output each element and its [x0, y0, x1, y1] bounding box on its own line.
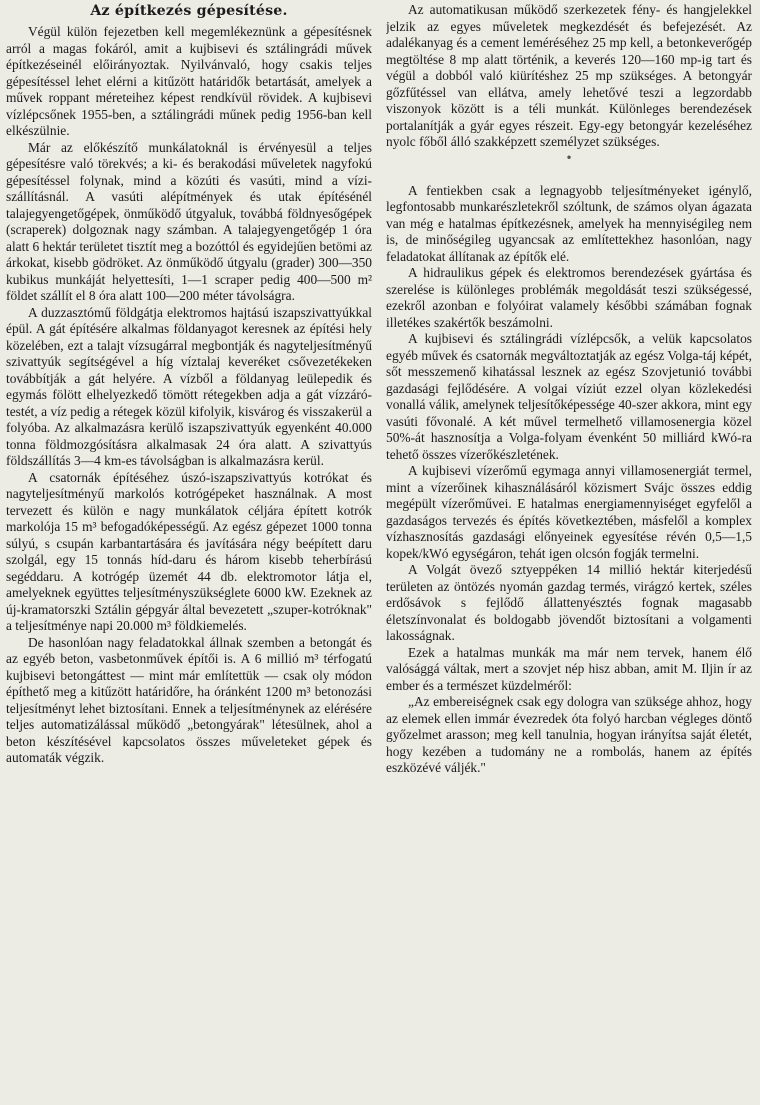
right-column [386, 2, 752, 1105]
paragraph: A kujbisevi vízerőmű egymaga annyi villamosenergiát termel, mint a vízerőinek kihasználásáról közismert Svájc összes eddig megépült vízerőművei. E hatalmas energiamennyiséget egyfelől a gazdaságos tervezés és építés következtében, másfelől a komplex vízhasznosítás gazdasági előnyeinek egyesítése révén 0,5—1,5 kopek/kWó egységáron, tehát igen olcsón fogják termelni. [386, 463, 752, 561]
left-column [6, 2, 372, 1105]
paragraph: A hidraulikus gépek és elektromos berendezések gyártása és szerelése is különleges problémák megoldását teszi szükségessé, ezekről azonban e folyóirat valamely későbbi számában fognak illetékes szakértők beszámolni. [386, 265, 752, 330]
article-title: Az építkezés gépesítése. [90, 3, 288, 19]
section-divider: • [565, 150, 573, 165]
paragraph: A duzzasztómű földgátja elektromos hajtású iszapszivattyúkkal épül. A gát építésére alkalmas földanyagot keresnek az építési hely közelében, ezt a talajt vízsugárral megbontják és nagyteljesítményű szivattyúk segítségével a híg víztalaj keveréket csővezetékeken továbbítják a gát helyére. A vízből a földanyag leülepedik és egymás fölött elhelyezkedő tömött rétegekben adja a gát vízzáró-testét, a víz pedig a rétegek közül kifolyik, kisvárog és visszakerül a folyóba. Az alkalmazásra kerülő iszapszivattyúk egyenként 40.000 tonna földmozgósításra alkalmasak 24 óra alatt. A szivattyús földszállítás 3—4 km-es távolságban is alkalmazásra kerül. [6, 304, 372, 468]
quote-paragraph: „Az embereiségnek csak egy dologra van szüksége ahhoz, hogy az elemek ellen immár évezredek óta folyó harcban végleges döntő győzelmet arasson; meg kell tanulnia, hogyan irányítsa saját életét, hogy kezében a tudomány ne a rombolás, hanem az építés eszközévé váljék." [386, 694, 752, 775]
paragraph: A csatornák építéséhez úszó-iszapszivattyús kotrókat és nagyteljesítményű markolós kotrógépeket használnak. A most tervezett és külön e nagy munkálatok céljára épített kotrók markolója 15 m³ befogadóképességű. Az egész gépezet 1000 tonna súlyú, s csupán karbantartására és javítására négy beépített daru szolgál, egy 15 tonnás híd-daru és három kisebb teherbírású segéddaru. A kotrógép üzemét 44 db. elektromotor látja el, amelyeknek együttes teljesítményszükséglete 6000 kW. Ezeknek az új-kramatorszki Sztálin gépgyár által bevezetett „szuper-kotróknak" a teljesítménye napi 20.000 m³ földkiemelés. [6, 469, 372, 633]
paragraph: A Volgát övező sztyeppéken 14 millió hektár kiterjedésű területen az öntözés nyomán gazdag termés, virágzó kertek, széles erdősávok s fejlődő állattenyésztés fognak magasabb életszínvonalat és boldogabb jövendőt biztosítani a volgamenti lakosságnak. [386, 562, 752, 643]
paragraph: A fentiekben csak a legnagyobb teljesítményeket igénylő, legfontosabb munkarészletekről szóltunk, de számos olyan ágazata van még e hatalmas építkezésnek, amelyek ha mennyiségileg nem is, de minőségileg ugyancsak az említettekhez hasonlóan, nagy feladatokat állítanak az építők elé. [386, 182, 752, 264]
paragraph: De hasonlóan nagy feladatokkal állnak szemben a betongát és az egyéb beton, vasbetonművek építői is. A 6 millió m³ térfogatú kujbisevi betongáttest — mint már említettük — csak oly módon építhető meg a kitűzött határidőre, ha óránként 1200 m³ betonozási teljesítményt lehet biztosítani. Ennek a teljesítménynek az elérésére teljes automatizálással működő „betongyárak" létesülnek, ahol a beton készítésével kapcsolatos összes műveleteket gépek és automaták végzik. [6, 634, 372, 765]
paragraph: Ezek a hatalmas munkák ma már nem tervek, hanem élő valósággá váltak, mert a szovjet nép hisz abban, amit M. Iljin ír az ember és a természet küzdelméről: [386, 644, 752, 693]
paragraph: Már az előkészítő munkálatoknál is érvényesül a teljes gépesítésre való törekvés; a ki- és berakodási műveletek nagyfokú gépesítéssel folynak, mind a közúti és vasúti, mind a vízi-szállításnál. A vasúti alépítmények és utak építésénél talajegyengetőgépek, önműködő útgyaluk, továbbá földnyesőgépek (scraperek) dolgoznak nagy számban. A talajegyengetőgép 1 óra alatt 6 hektár területet tisztít meg a bozóttól és egyidejűen betömi az árkokat, kisebb gödröket. Az önműködő útgyalu (grader) 300—350 kubikus munkáját helyettesíti, 1—1 scraper pedig 400—500 m² földet szállít el 8 óra alatt 100—200 méter távolságra. [6, 139, 372, 303]
paragraph: A kujbisevi és sztálingrádi vízlépcsők, a velük kapcsolatos egyéb művek és csatornák megváltoztatják az egész Volga-táj képét, sőt messzemenő kihatással lesznek az egész Szovjetunió további gazdasági fejlődésére. A volgai víziút ezzel olyan közlekedési vonallá válik, amelynek teljesítőképessége 40-szer akkora, mint egy vasúti fővonalé. A két művel termelhető villamosenergia közel 50%-át hasznosítja a Volga-folyam évenként 50 milliárd kWó-ra tehető összes vízerőkészletének. [386, 331, 752, 462]
spacer [386, 165, 752, 183]
paragraph: Végül külön fejezetben kell megemlékeznünk a gépesítésnek arról a magas fokáról, amit a kujbisevi és sztálingrádi művek építkezéseinél előirányoztak. Nyilvánvaló, hogy csakis teljes gépesítéssel lehet elérni a kitűzött határidők betartását, amelyek a művek roppant méreteihez képest rendkívül rövidek. A kujbisevi vízlépcsőnek 1955-ben, a sztálingrádi műnek pedig 1956-ban kell elkészülnie. [6, 24, 372, 138]
paragraph: Az automatikusan működő szerkezetek fény- és hangjelekkel jelzik az egyes műveletek megkezdését és befejezését. Az adalékanyag és a cement leméréséhez 25 mp kell, a betonkeverőgép megtöltése 8 mp alatt történik, a keverés 120—160 mp-ig tart és végül a dobból való kiürítéshez 25 mp szükséges. A betongyár gőzfűtéssel van ellátva, amely lehetővé teszi a legzordabb viszonyok között is a téli munkát. Különleges berendezések portalanítják a gyár egyes részeit. Egy-egy betongyár kezeléséhez nyolc főből álló szakképzett személyzet szükséges. [386, 2, 752, 149]
